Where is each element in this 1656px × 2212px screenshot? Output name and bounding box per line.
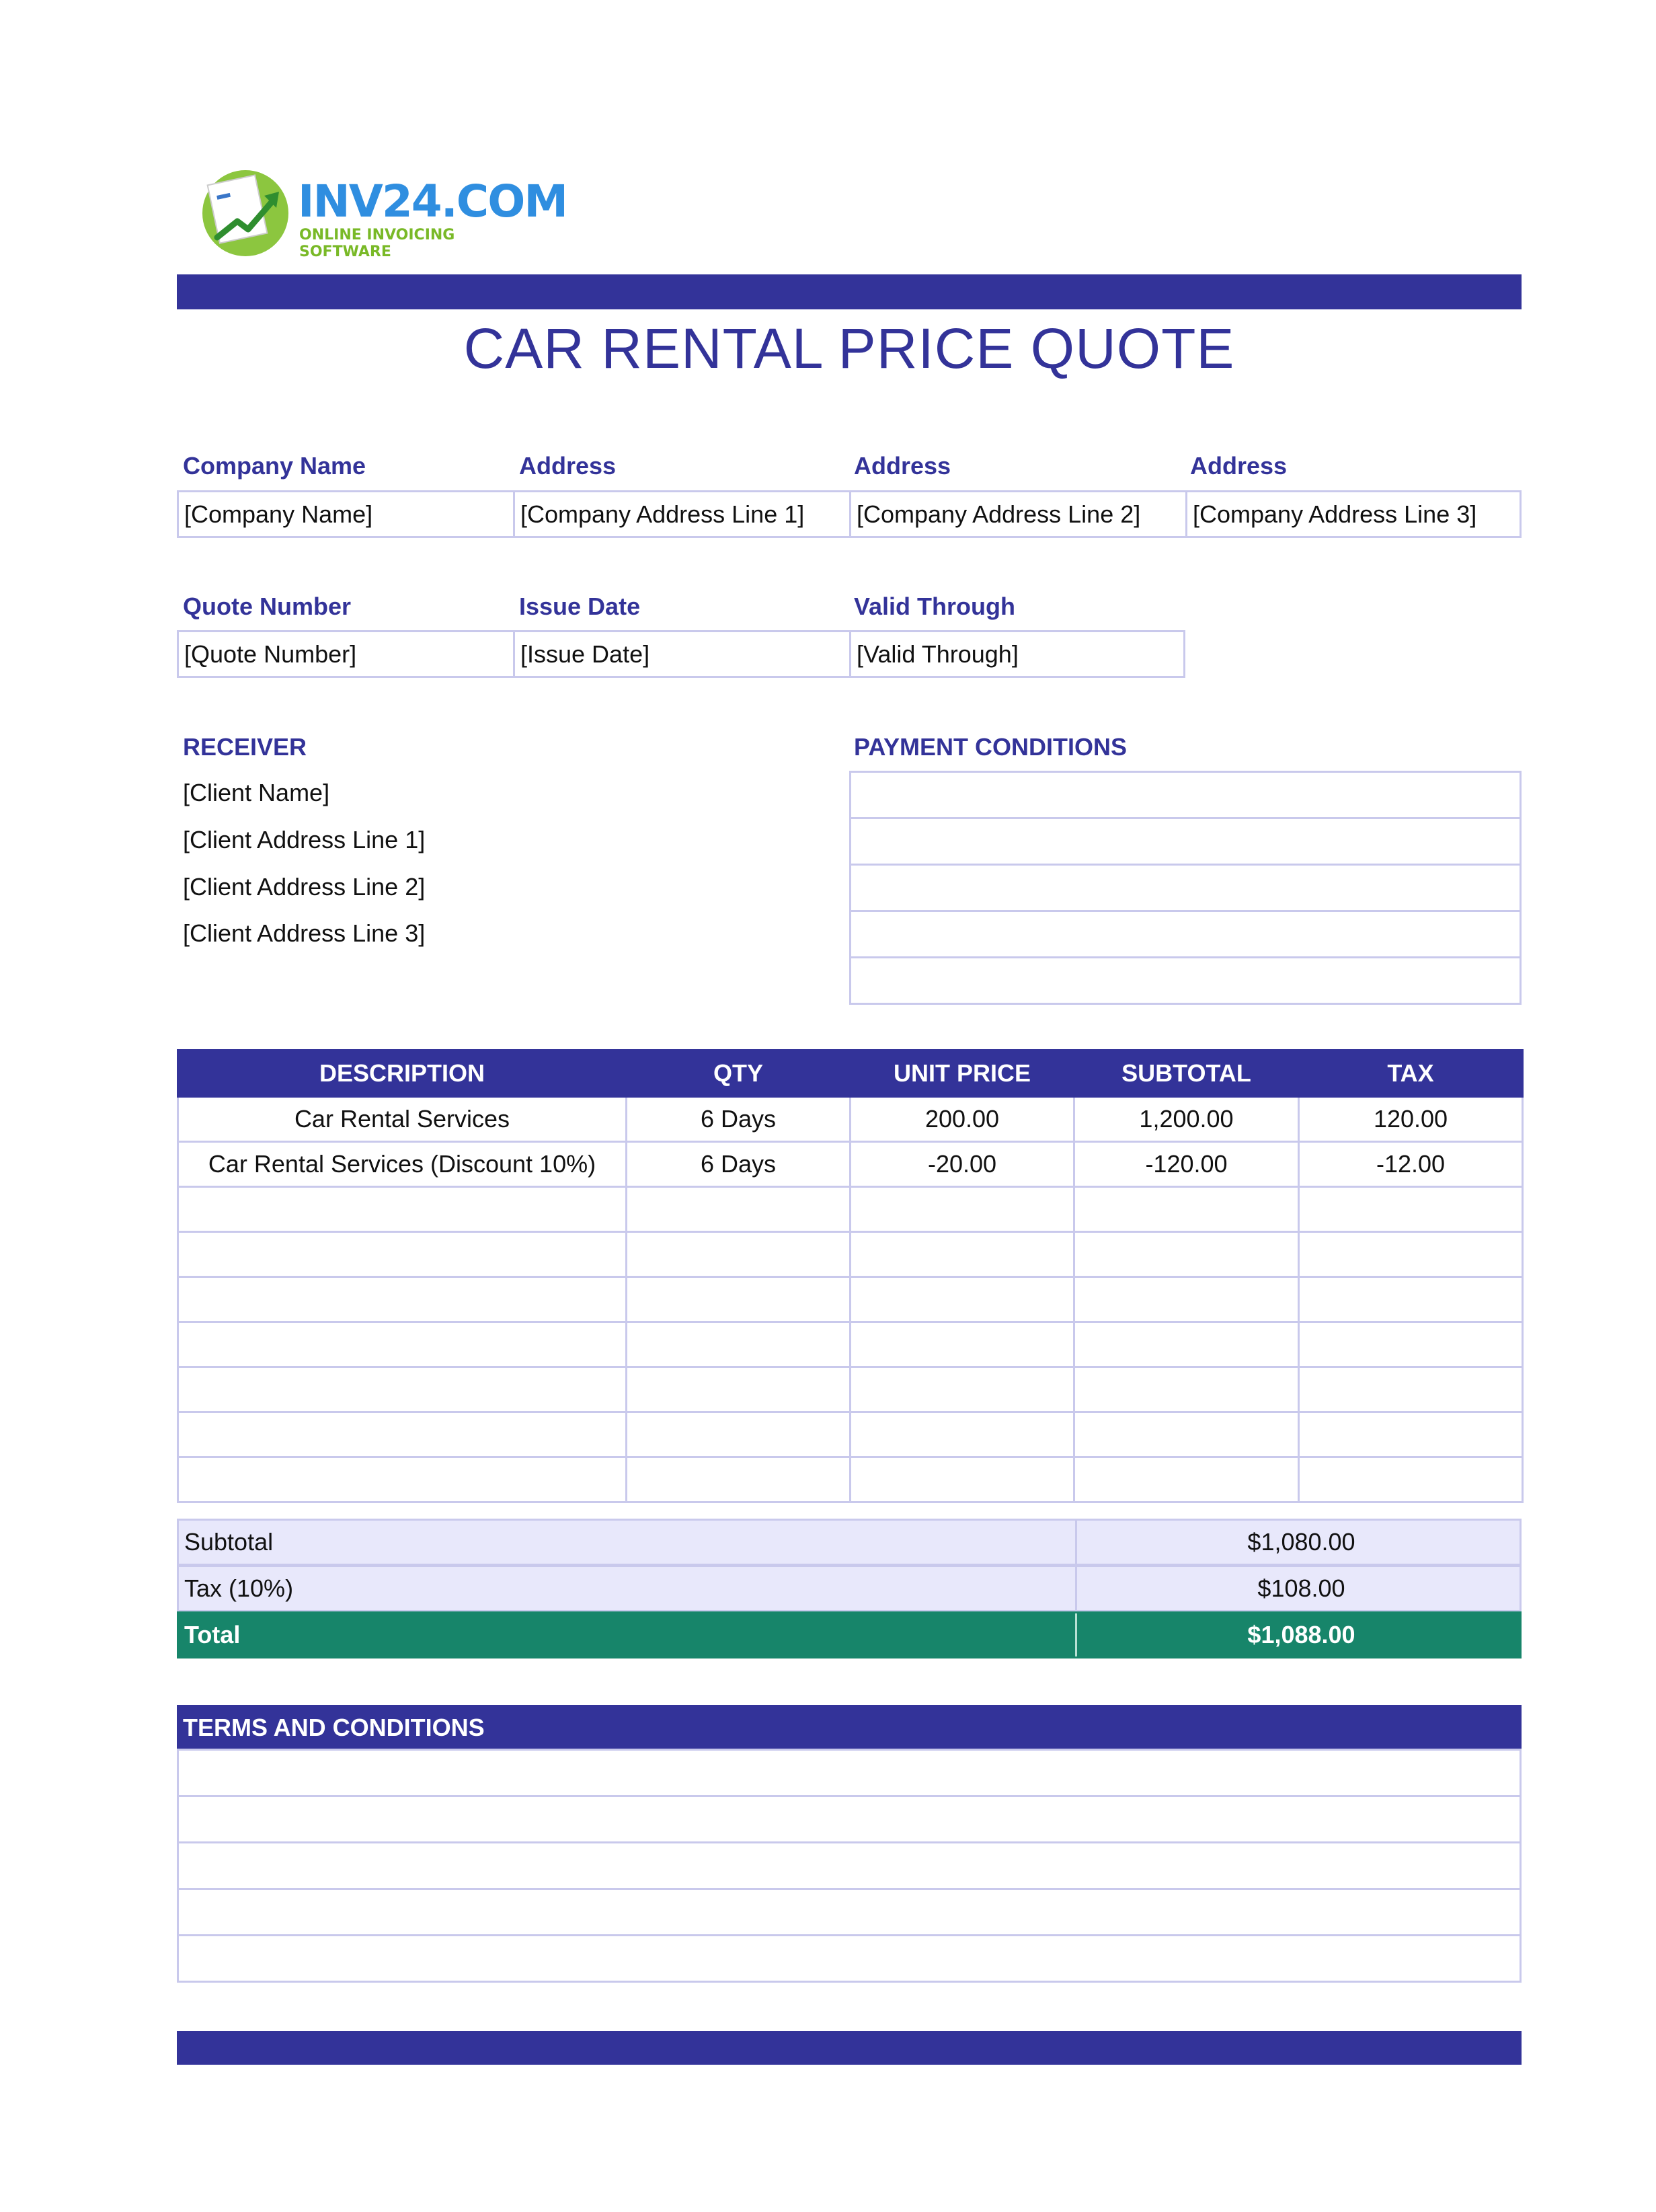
valid-through-field[interactable]: [Valid Through]	[849, 630, 1185, 678]
description-cell[interactable]	[178, 1457, 627, 1502]
payment-conditions-row[interactable]	[849, 910, 1522, 958]
unit-price-cell[interactable]: -20.00	[851, 1142, 1074, 1187]
subtotal-cell[interactable]: -120.00	[1074, 1142, 1299, 1187]
qty-cell[interactable]	[627, 1457, 851, 1502]
unit-price-cell[interactable]	[851, 1187, 1074, 1232]
company-address-line-2-field[interactable]: [Company Address Line 2]	[849, 490, 1187, 538]
subtotal-row	[177, 1519, 1522, 1566]
unit-price-cell[interactable]: 200.00	[851, 1097, 1074, 1142]
company-address-line-1-field[interactable]: [Company Address Line 1]	[513, 490, 851, 538]
tax-cell[interactable]	[1299, 1367, 1523, 1412]
tax-header: TAX	[1299, 1051, 1523, 1097]
total-label: Total	[184, 1621, 241, 1648]
subtotal-cell[interactable]	[1074, 1457, 1299, 1502]
tax-cell[interactable]	[1299, 1277, 1523, 1322]
tax-label: Tax (10%)	[184, 1574, 294, 1602]
description-cell[interactable]	[178, 1187, 627, 1232]
items-table	[177, 1049, 1524, 1503]
terms-row[interactable]	[177, 1888, 1522, 1936]
description-cell[interactable]	[178, 1322, 627, 1367]
tax-cell[interactable]: 120.00	[1299, 1097, 1523, 1142]
document-title: CAR RENTAL PRICE QUOTE	[463, 317, 1235, 380]
logo-brand: INV24.COM	[298, 176, 567, 227]
invoice-arrow-icon	[198, 165, 292, 259]
qty-cell[interactable]	[627, 1322, 851, 1367]
total-row	[177, 1611, 1522, 1658]
tax-row	[177, 1565, 1522, 1612]
qty-cell[interactable]	[627, 1232, 851, 1277]
terms-row[interactable]	[177, 1841, 1522, 1890]
payment-conditions-row[interactable]	[849, 864, 1522, 912]
subtotal-cell[interactable]	[1074, 1187, 1299, 1232]
quote-number-field[interactable]: [Quote Number]	[177, 630, 515, 678]
tax-cell[interactable]	[1299, 1457, 1523, 1502]
subtotal-header: SUBTOTAL	[1074, 1051, 1299, 1097]
terms-row[interactable]	[177, 1934, 1522, 1983]
valid-through-label: Valid Through	[854, 593, 1015, 620]
items-header-row	[178, 1051, 1523, 1097]
unit-price-cell[interactable]	[851, 1412, 1074, 1457]
table-row	[178, 1457, 1523, 1502]
subtotal-value: $1,080.00	[1075, 1521, 1526, 1564]
logo	[198, 165, 567, 260]
description-cell[interactable]	[178, 1277, 627, 1322]
payment-conditions-label: PAYMENT CONDITIONS	[854, 733, 1128, 761]
unit-price-cell[interactable]	[851, 1367, 1074, 1412]
description-cell[interactable]: Car Rental Services (Discount 10%)	[178, 1142, 627, 1187]
table-row	[178, 1367, 1523, 1412]
tax-cell[interactable]	[1299, 1412, 1523, 1457]
company-name-label: Company Name	[183, 452, 366, 480]
unit-price-cell[interactable]	[851, 1277, 1074, 1322]
issue-date-field[interactable]: [Issue Date]	[513, 630, 851, 678]
client-address-line-2[interactable]: [Client Address Line 2]	[183, 873, 426, 901]
subtotal-cell[interactable]: 1,200.00	[1074, 1097, 1299, 1142]
description-header: DESCRIPTION	[178, 1051, 627, 1097]
payment-conditions-row[interactable]	[849, 956, 1522, 1005]
table-row	[178, 1187, 1523, 1232]
address-label-3: Address	[1190, 452, 1288, 480]
terms-row[interactable]	[177, 1749, 1522, 1797]
logo-tagline: ONLINE INVOICING SOFTWARE	[299, 227, 455, 260]
footer-bar	[177, 2031, 1522, 2065]
address-label-2: Address	[854, 452, 951, 480]
total-value: $1,088.00	[1075, 1613, 1526, 1656]
tax-cell[interactable]: -12.00	[1299, 1142, 1523, 1187]
receiver-label: RECEIVER	[183, 733, 307, 761]
tax-cell[interactable]	[1299, 1187, 1523, 1232]
qty-cell[interactable]: 6 Days	[627, 1142, 851, 1187]
terms-label: TERMS AND CONDITIONS	[183, 1714, 485, 1741]
quote-number-label: Quote Number	[183, 593, 352, 620]
table-row	[178, 1412, 1523, 1457]
description-cell[interactable]	[178, 1232, 627, 1277]
issue-date-label: Issue Date	[519, 593, 641, 620]
table-row	[178, 1232, 1523, 1277]
description-cell[interactable]: Car Rental Services	[178, 1097, 627, 1142]
table-row	[178, 1142, 1523, 1187]
unit-price-cell[interactable]	[851, 1322, 1074, 1367]
table-row	[178, 1277, 1523, 1322]
description-cell[interactable]	[178, 1367, 627, 1412]
qty-cell[interactable]	[627, 1367, 851, 1412]
subtotal-cell[interactable]	[1074, 1367, 1299, 1412]
subtotal-cell[interactable]	[1074, 1412, 1299, 1457]
subtotal-label: Subtotal	[184, 1528, 274, 1556]
header-bar	[177, 274, 1522, 309]
client-address-line-1[interactable]: [Client Address Line 1]	[183, 826, 426, 853]
client-address-line-3[interactable]: [Client Address Line 3]	[183, 919, 426, 947]
terms-row[interactable]	[177, 1795, 1522, 1843]
subtotal-cell[interactable]	[1074, 1232, 1299, 1277]
subtotal-cell[interactable]	[1074, 1277, 1299, 1322]
company-name-field[interactable]: [Company Name]	[177, 490, 515, 538]
client-name[interactable]: [Client Name]	[183, 779, 330, 806]
table-row	[178, 1097, 1523, 1142]
unit-price-cell[interactable]	[851, 1232, 1074, 1277]
table-row	[178, 1322, 1523, 1367]
payment-conditions-row[interactable]	[849, 817, 1522, 866]
qty-header: QTY	[627, 1051, 851, 1097]
description-cell[interactable]	[178, 1412, 627, 1457]
tax-cell[interactable]	[1299, 1232, 1523, 1277]
subtotal-cell[interactable]	[1074, 1322, 1299, 1367]
unit-price-header: UNIT PRICE	[851, 1051, 1074, 1097]
company-address-line-3-field[interactable]: [Company Address Line 3]	[1185, 490, 1522, 538]
tax-value: $108.00	[1075, 1567, 1526, 1610]
terms-header	[177, 1705, 1522, 1751]
payment-conditions-row[interactable]	[849, 771, 1522, 819]
qty-cell[interactable]: 6 Days	[627, 1097, 851, 1142]
tax-cell[interactable]	[1299, 1322, 1523, 1367]
address-label-1: Address	[519, 452, 617, 480]
qty-cell[interactable]	[627, 1187, 851, 1232]
unit-price-cell[interactable]	[851, 1457, 1074, 1502]
qty-cell[interactable]	[627, 1412, 851, 1457]
qty-cell[interactable]	[627, 1277, 851, 1322]
